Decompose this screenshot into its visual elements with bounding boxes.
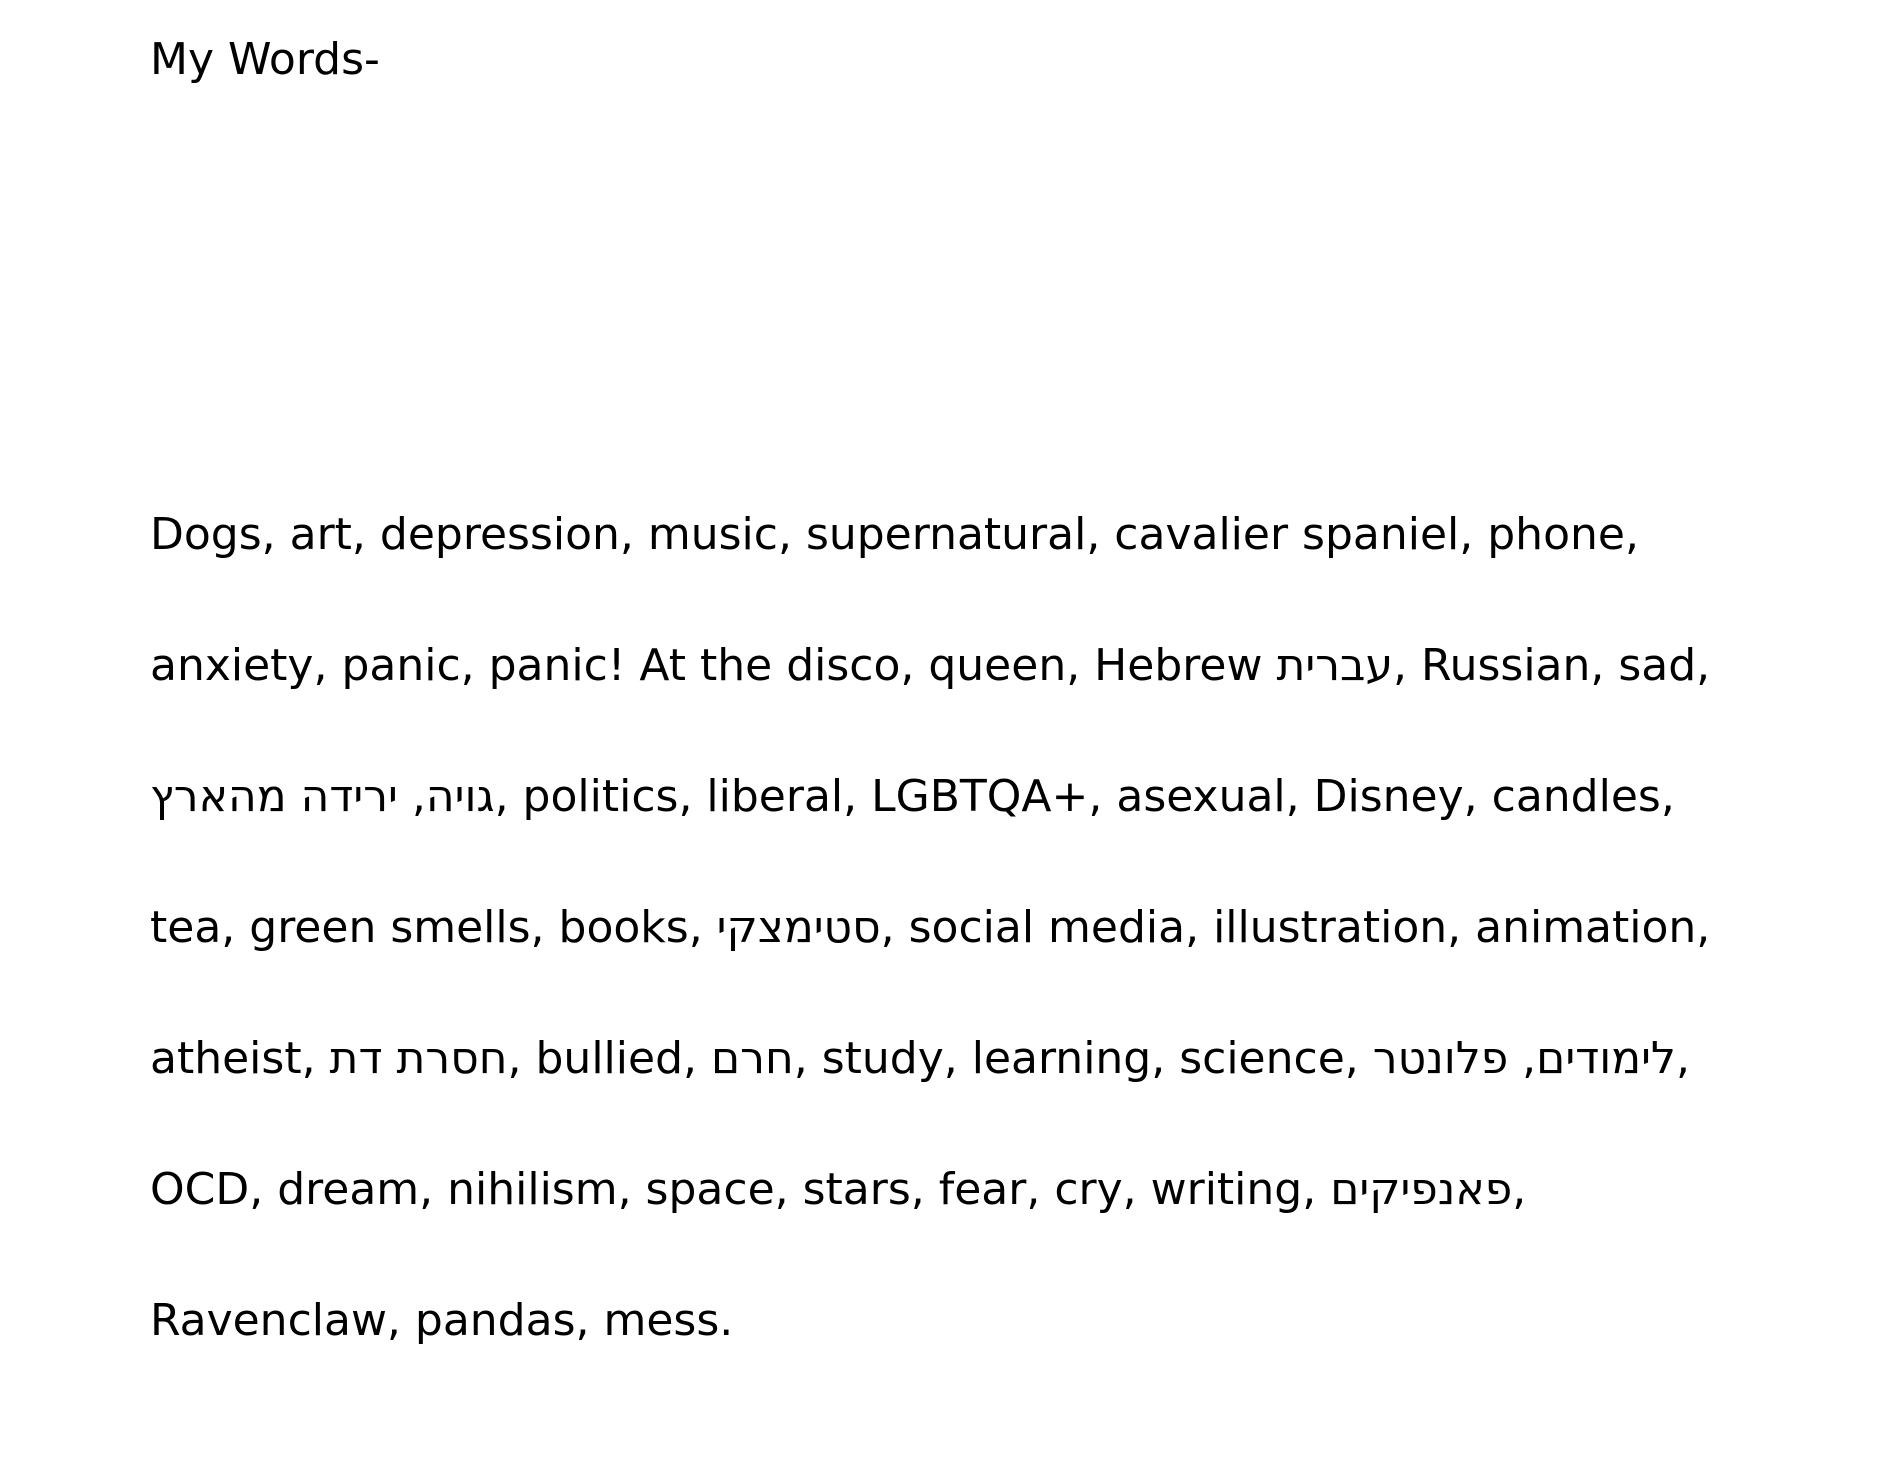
word-list-line: anxiety, panic, panic! At the disco, queen, Hebrew עברית, Russian, sad,: [150, 640, 1711, 691]
word-list-line: atheist, חסרת דת, bullied, חרם, study, learning, science, לימודים, פלונטר,: [150, 1033, 1690, 1084]
document-title: My Words-: [150, 34, 380, 85]
word-list-line: Ravenclaw, pandas, mess.: [150, 1295, 734, 1346]
word-list-line: גויה, ירידה מהארץ, politics, liberal, LGBTQA+, asexual, Disney, candles,: [150, 771, 1675, 822]
word-list-line: OCD, dream, nihilism, space, stars, fear, cry, writing, פאנפיקים,: [150, 1164, 1527, 1215]
word-list-line: Dogs, art, depression, music, supernatural, cavalier spaniel, phone,: [150, 509, 1639, 560]
word-list: [150, 505, 1800, 1422]
word-list-line: tea, green smells, books, סטימצקי, social media, illustration, animation,: [150, 902, 1711, 953]
